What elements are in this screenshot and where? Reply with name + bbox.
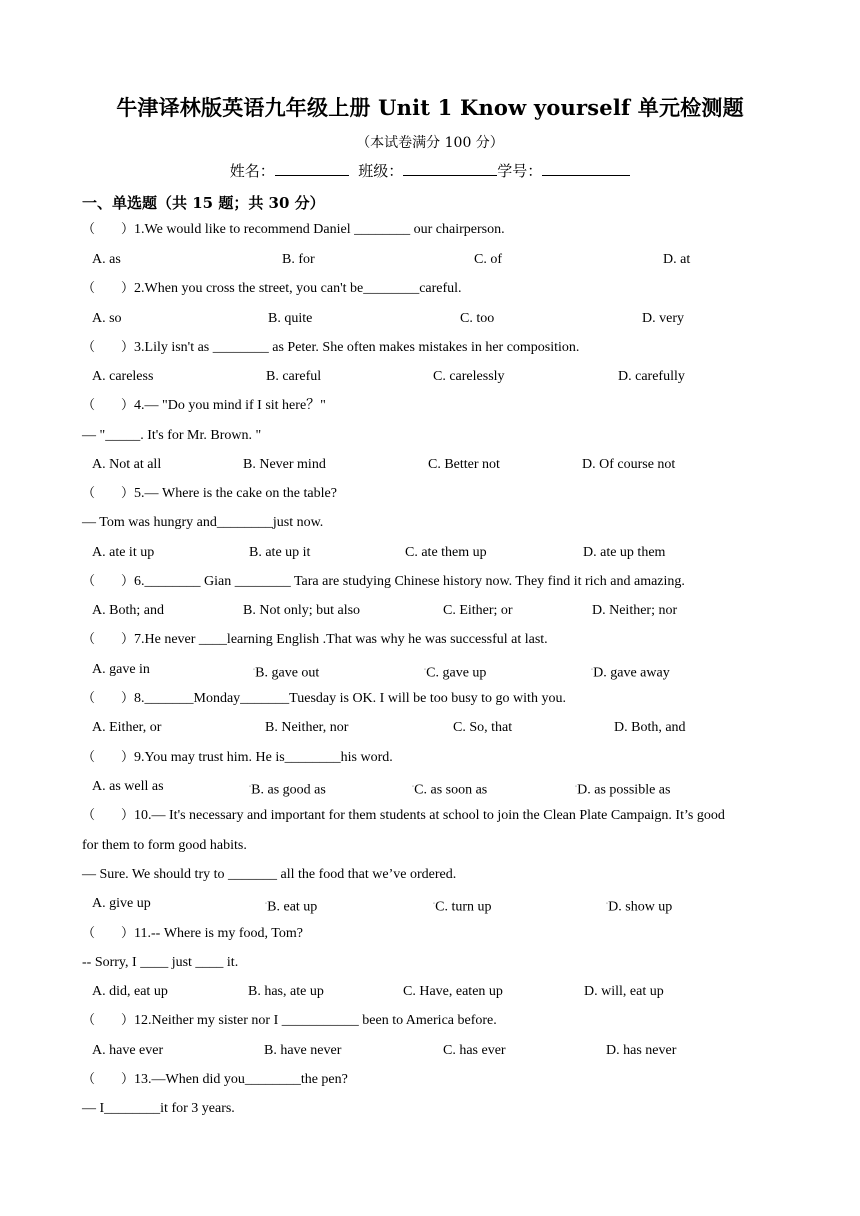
answer-paren[interactable]: （ ） (82, 222, 135, 237)
question-text: 10.— It's necessary and important for them students at school to join the Clean Plate Campaign. It’s good (134, 808, 725, 823)
q4-option-d: D. Of course not (582, 457, 676, 472)
q1-option-c: C. of (474, 252, 502, 267)
q12-option-b: B. have never (264, 1043, 342, 1058)
q5-option-b: B. ate up it (249, 545, 311, 560)
id-label: 学号： (497, 162, 543, 180)
question-8 (82, 690, 566, 708)
q5-option-a: A. ate it up (92, 545, 155, 560)
q11-option-b: B. has, ate up (248, 984, 324, 999)
q10-option-b: ◦B. eat up (265, 899, 318, 915)
question-text: 5.— Where is the cake on the table? (134, 486, 337, 501)
answer-paren[interactable]: （ ） (82, 486, 135, 501)
q4-option-a: A. Not at all (92, 457, 162, 472)
question-5 (82, 485, 337, 503)
question-text: 2.When you cross the street, you can't be________careful. (134, 281, 462, 296)
q2-option-b: B. quite (268, 311, 313, 326)
q6-option-a: A. Both; and (92, 603, 164, 618)
q3-option-b: B. careful (266, 369, 322, 384)
question-11-reply: -- Sorry, I ____ just ____ it. (82, 955, 239, 970)
q12-option-d: D. has never (606, 1043, 677, 1058)
question-text: 12.Neither my sister nor I ___________ been to America before. (134, 1013, 497, 1028)
class-label: 班级： (358, 162, 404, 180)
q12-option-a: A. have ever (92, 1043, 164, 1058)
name-blank[interactable] (275, 161, 349, 176)
q9-option-b: ◦B. as good as (249, 782, 326, 798)
question-text: 9.You may trust him. He is________his word. (134, 750, 393, 765)
q1-option-b: B. for (282, 252, 315, 267)
q10-option-d: ◦D. show up (606, 899, 673, 915)
question-7 (82, 631, 548, 649)
answer-paren[interactable]: （ ） (82, 750, 135, 765)
answer-paren[interactable]: （ ） (82, 808, 135, 823)
answer-paren[interactable]: （ ） (82, 1072, 135, 1087)
question-text: 4.— "Do you mind if I sit here？" (134, 398, 326, 413)
q4-option-b: B. Never mind (243, 457, 326, 472)
q1-option-a: A. as (92, 252, 121, 267)
q8-option-b: B. Neither, nor (265, 720, 349, 735)
page-title: 牛津译林版英语九年级上册 Unit 1 Know yourself 单元检测题 (116, 95, 744, 120)
question-6 (82, 573, 685, 591)
q7-option-a: A. gave in (92, 662, 150, 677)
q5-option-c: C. ate them up (405, 545, 487, 560)
q3-option-a: A. careless (92, 369, 154, 384)
question-text: 6.________ Gian ________ Tara are studying Chinese history now. They find it rich and amazing. (134, 574, 685, 589)
q7-option-c: ◦C. gave up (424, 665, 487, 681)
question-10 (82, 807, 725, 825)
q9-option-c: ◦C. as soon as (412, 782, 488, 798)
question-text: 8._______Monday_______Tuesday is OK. I will be too busy to go with you. (134, 691, 566, 706)
q6-option-c: C. Either; or (443, 603, 513, 618)
q2-option-a: A. so (92, 311, 122, 326)
question-13 (82, 1071, 348, 1089)
q3-option-c: C. carelessly (433, 369, 505, 384)
q11-option-d: D. will, eat up (584, 984, 664, 999)
q5-option-d: D. ate up them (583, 545, 666, 560)
q10-option-a: A. give up (92, 896, 151, 911)
answer-paren[interactable]: （ ） (82, 574, 135, 589)
section-heading: 一、单选题（共 15 题；共 30 分） (82, 194, 325, 212)
q11-option-a: A. did, eat up (92, 984, 168, 999)
answer-paren[interactable]: （ ） (82, 691, 135, 706)
q12-option-c: C. has ever (443, 1043, 506, 1058)
student-info (0, 160, 860, 181)
question-text: 7.He never ____learning English .That was why he was successful at last. (134, 632, 548, 647)
question-text: 13.—When did you________the pen? (134, 1072, 348, 1087)
q7-option-b: ◦B. gave out (253, 665, 320, 681)
question-4 (82, 397, 326, 415)
question-3 (82, 339, 579, 357)
question-2 (82, 280, 462, 298)
q10-option-c: ◦C. turn up (433, 899, 492, 915)
question-10-reply: — Sure. We should try to _______ all the food that we’ve ordered. (82, 867, 457, 882)
q1-option-d: D. at (663, 252, 691, 267)
question-12 (82, 1012, 497, 1030)
question-11 (82, 925, 303, 943)
q9-option-d: ◦D. as possible as (575, 782, 671, 798)
question-text: 11.-- Where is my food, Tom? (134, 926, 303, 941)
answer-paren[interactable]: （ ） (82, 926, 135, 941)
q6-option-b: B. Not only; but also (243, 603, 361, 618)
q9-option-a: A. as well as (92, 779, 164, 794)
q2-option-d: D. very (642, 311, 684, 326)
question-text: 3.Lily isn't as ________ as Peter. She often makes mistakes in her composition. (134, 340, 580, 355)
question-1 (82, 221, 505, 239)
q8-option-a: A. Either, or (92, 720, 162, 735)
q7-option-d: ◦D. gave away (591, 665, 670, 681)
question-10-continued: for them to form good habits. (82, 838, 247, 853)
q8-option-c: C. So, that (453, 720, 513, 735)
q6-option-d: D. Neither; nor (592, 603, 678, 618)
answer-paren[interactable]: （ ） (82, 1013, 135, 1028)
question-text: 1.We would like to recommend Daniel ________ our chairperson. (134, 222, 505, 237)
class-blank[interactable] (403, 161, 497, 176)
question-13-reply: — I________it for 3 years. (82, 1101, 235, 1116)
id-blank[interactable] (542, 161, 630, 176)
question-5-reply: — Tom was hungry and________just now. (82, 515, 324, 530)
question-9 (82, 749, 393, 767)
q4-option-c: C. Better not (428, 457, 500, 472)
q3-option-d: D. carefully (618, 369, 685, 384)
name-label: 姓名： (229, 162, 275, 180)
score-note: （本试卷满分 100 分） (356, 135, 504, 151)
question-4-reply: — "_____. It's for Mr. Brown. " (82, 428, 262, 443)
answer-paren[interactable]: （ ） (82, 398, 135, 413)
q2-option-c: C. too (460, 311, 495, 326)
q11-option-c: C. Have, eaten up (403, 984, 503, 999)
answer-paren[interactable]: （ ） (82, 281, 135, 296)
q8-option-d: D. Both, and (614, 720, 686, 735)
answer-paren[interactable]: （ ） (82, 632, 135, 647)
answer-paren[interactable]: （ ） (82, 340, 135, 355)
